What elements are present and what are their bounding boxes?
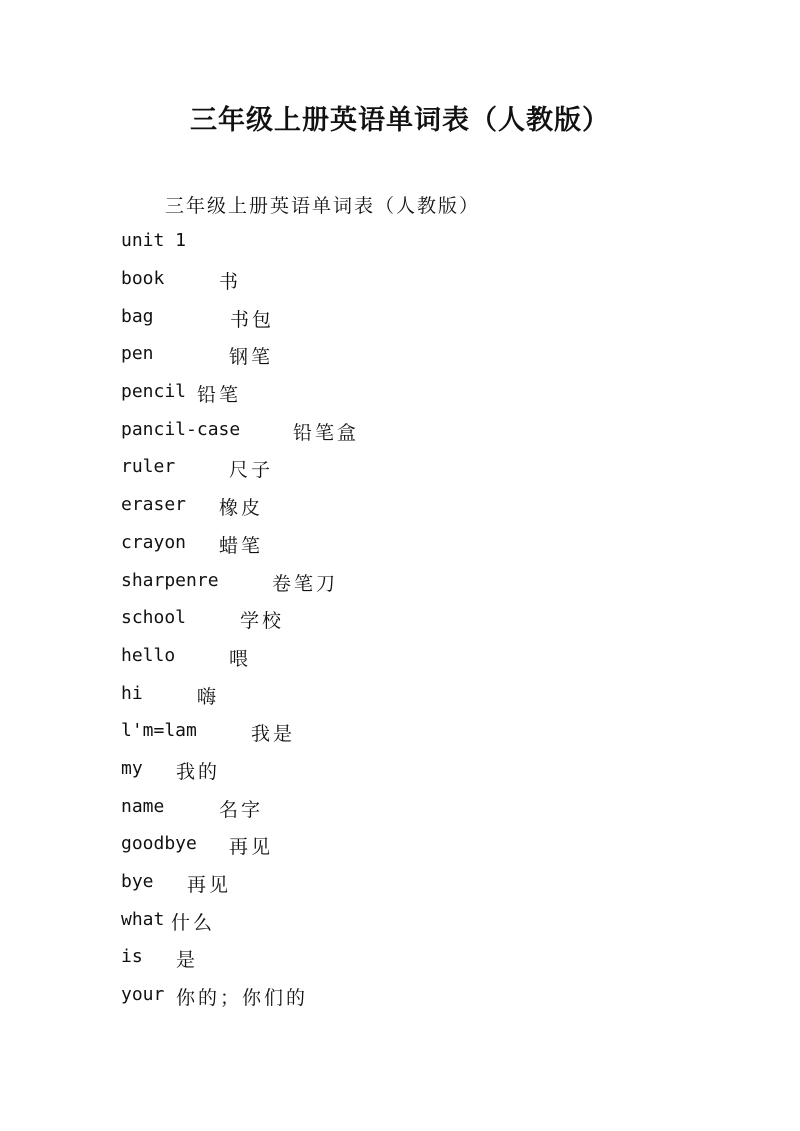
word-english: l'm=lam	[121, 720, 197, 742]
word-chinese: 书包	[230, 308, 275, 331]
word-english: sharpenre	[121, 569, 219, 591]
word-english: bag	[121, 305, 154, 327]
page-subtitle: 三年级上册英语单词表（人教版）	[165, 195, 481, 217]
word-chinese: 什么	[171, 911, 216, 934]
word-chinese: 学校	[240, 610, 285, 633]
word-english: bye	[121, 871, 154, 892]
word-english: is	[121, 946, 143, 968]
word-chinese: 铅笔	[197, 384, 242, 407]
word-english: goodbye	[121, 833, 197, 855]
word-chinese: 尺子	[229, 459, 274, 482]
word-chinese: 钢笔	[229, 346, 274, 369]
word-english: book	[121, 268, 165, 289]
word-chinese: 铅笔盒	[293, 421, 360, 444]
word-english: ruler	[121, 456, 176, 478]
word-chinese: 我的	[176, 760, 221, 783]
word-english: my	[121, 757, 143, 779]
word-chinese: 名字	[219, 798, 264, 821]
word-chinese: 喂	[229, 647, 252, 670]
word-english: eraser	[121, 494, 187, 516]
word-english: your	[121, 984, 165, 1006]
word-chinese: 蜡笔	[219, 534, 264, 557]
word-chinese: 橡皮	[219, 497, 264, 520]
word-chinese: 是	[176, 949, 199, 972]
word-chinese: 再见	[187, 874, 232, 896]
word-chinese: 你的；你们的	[176, 987, 309, 1010]
word-english: hi	[121, 682, 143, 704]
word-english: pen	[121, 343, 154, 365]
word-chinese: 我是	[251, 723, 296, 746]
word-english: hello	[121, 644, 176, 666]
word-chinese: 再见	[229, 836, 274, 859]
unit-heading: unit 1	[121, 230, 187, 251]
word-english: crayon	[121, 531, 187, 553]
word-english: what	[121, 908, 165, 930]
word-english: pancil-case	[121, 418, 241, 440]
word-english: name	[121, 795, 165, 817]
word-english: pencil	[121, 381, 187, 403]
word-chinese: 卷笔刀	[272, 572, 339, 595]
word-chinese: 嗨	[197, 685, 220, 708]
page-title: 三年级上册英语单词表（人教版）	[190, 105, 610, 136]
word-chinese: 书	[219, 271, 242, 293]
word-english: school	[121, 607, 187, 629]
